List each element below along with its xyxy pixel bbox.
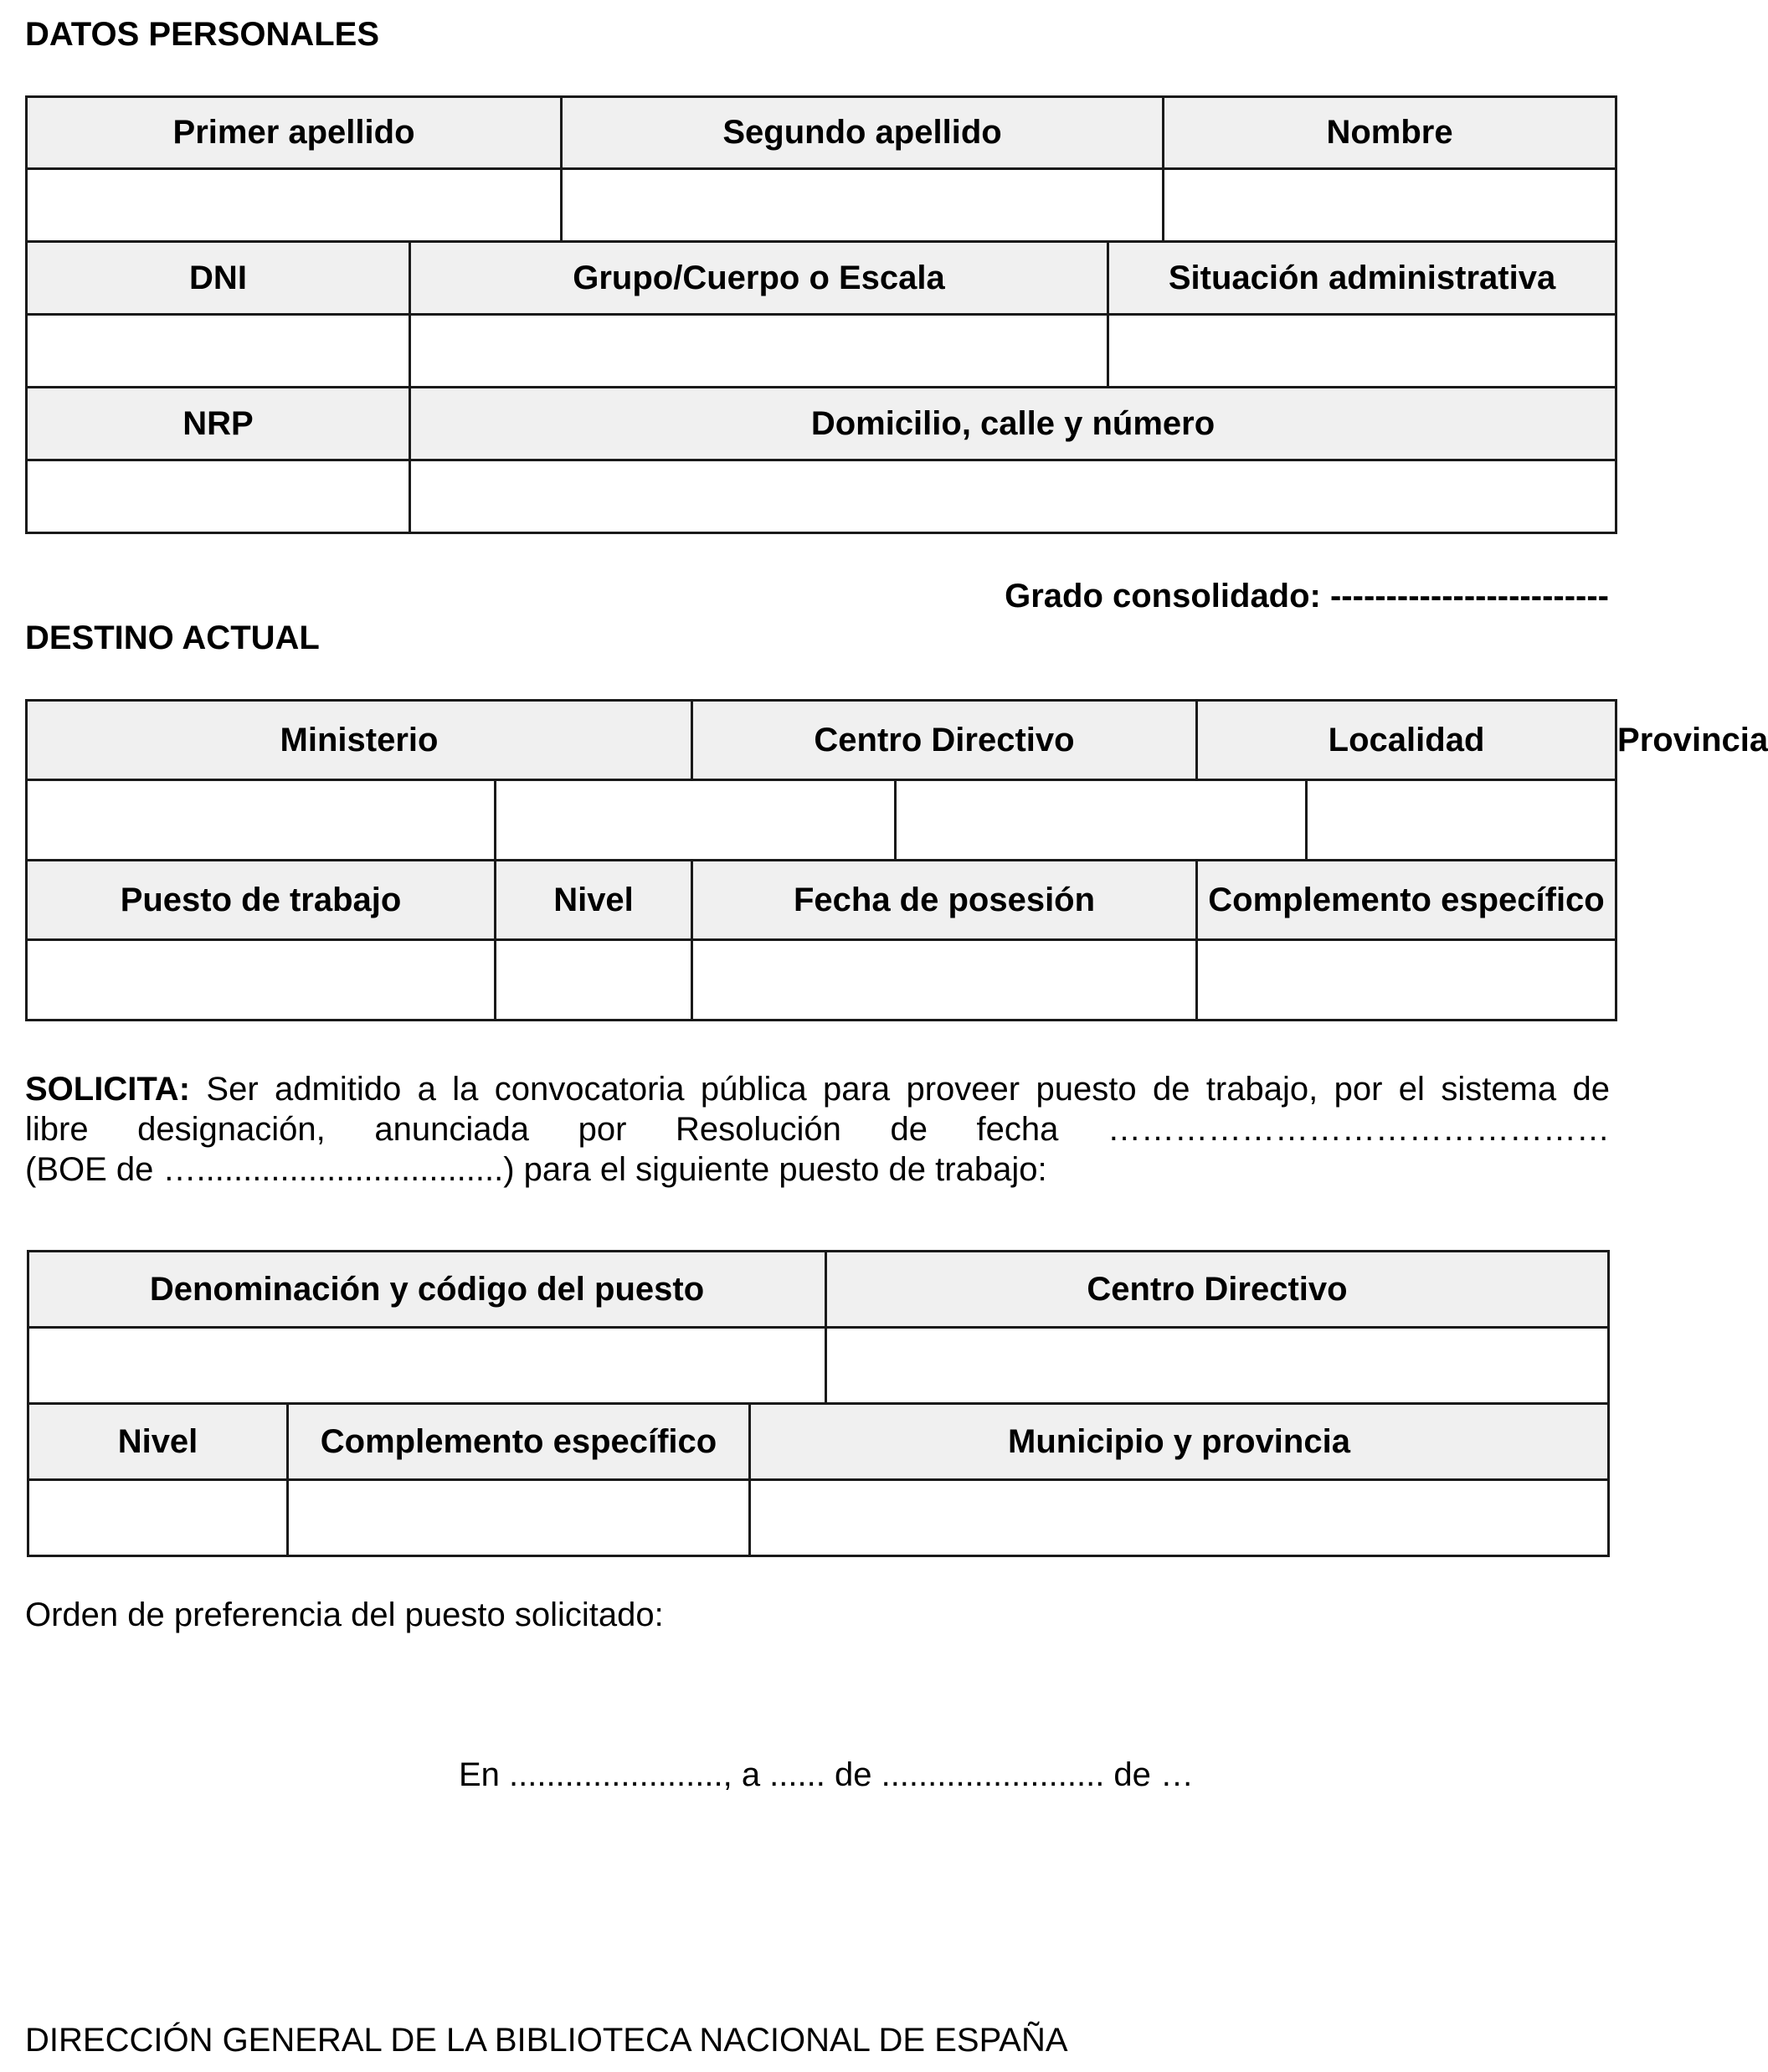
header-denominacion: Denominación y código del puesto [28, 1252, 826, 1328]
fecha-lugar-line: En ......................., a ...... de ........................ de … [458, 1756, 1195, 1793]
header-fecha-posesion: Fecha de posesión [692, 861, 1197, 940]
solicita-label: SOLICITA: [25, 1071, 191, 1108]
solicita-paragraph [25, 1069, 1610, 1190]
grado-consolidado: Grado consolidado: ------------------------- [1005, 578, 1609, 614]
field-grupo[interactable] [410, 315, 1108, 388]
header-dni: DNI [27, 242, 410, 315]
solicita-line-3: (BOE de ….................................) para el siguiente puesto de trabajo: [25, 1151, 1047, 1188]
field-centro-directivo-solicitado[interactable] [826, 1328, 1609, 1404]
header-complemento-solicitado: Complemento específico [288, 1404, 750, 1480]
field-primer-apellido[interactable] [27, 169, 562, 242]
header-domicilio: Domicilio, calle y número [410, 388, 1616, 460]
header-localidad: Localidad [1197, 701, 1616, 780]
header-ministerio: Ministerio [27, 701, 692, 780]
header-segundo-apellido: Segundo apellido [562, 97, 1164, 169]
solicita-line-2: libre designación, anunciada por Resolución de fecha ……………………………………… [25, 1111, 1610, 1148]
header-primer-apellido: Primer apellido [27, 97, 562, 169]
header-situacion: Situación administrativa [1108, 242, 1616, 315]
section-heading-personal: DATOS PERSONALES [25, 16, 380, 53]
solicita-line-1 [25, 1069, 1610, 1109]
orden-preferencia: Orden de preferencia del puesto solicitado: [25, 1596, 664, 1633]
header-centro-directivo-solicitado: Centro Directivo [826, 1252, 1609, 1328]
puesto-solicitado-table [27, 1250, 1610, 1557]
field-nrp[interactable] [27, 460, 410, 533]
section-heading-destino: DESTINO ACTUAL [25, 620, 320, 656]
header-centro-directivo: Centro Directivo [692, 701, 1197, 780]
header-puesto-trabajo: Puesto de trabajo [27, 861, 496, 940]
field-municipio[interactable] [750, 1480, 1609, 1556]
field-fecha-posesion[interactable] [692, 940, 1197, 1021]
header-complemento: Complemento específico [1197, 861, 1616, 940]
header-nivel: Nivel [496, 861, 692, 940]
field-complemento[interactable] [1197, 940, 1616, 1021]
header-grupo: Grupo/Cuerpo o Escala [410, 242, 1108, 315]
field-centro-directivo[interactable] [496, 780, 896, 861]
field-ministerio[interactable] [27, 780, 496, 861]
field-localidad[interactable] [896, 780, 1307, 861]
field-domicilio[interactable] [410, 460, 1616, 533]
solicita-text-1: Ser admitido a la convocatoria pública para proveer puesto de trabajo, por el sistema de [190, 1071, 1610, 1108]
field-nombre[interactable] [1164, 169, 1616, 242]
field-nivel-solicitado[interactable] [28, 1480, 288, 1556]
field-puesto-trabajo[interactable] [27, 940, 496, 1021]
footer-organismo: DIRECCIÓN GENERAL DE LA BIBLIOTECA NACIONAL DE ESPAÑA [25, 2022, 1068, 2059]
destino-actual-table: Ministerio Centro Directivo Localidad Provincia Puesto de trabajo Nivel Fecha de posesión Complemento específico [25, 699, 1617, 1021]
header-nivel-solicitado: Nivel [28, 1404, 288, 1480]
field-situacion[interactable] [1108, 315, 1616, 388]
field-denominacion[interactable] [28, 1328, 826, 1404]
field-provincia[interactable] [1307, 780, 1616, 861]
field-segundo-apellido[interactable] [562, 169, 1164, 242]
header-nrp: NRP [27, 388, 410, 460]
personal-data-table [25, 95, 1617, 534]
field-complemento-solicitado[interactable] [288, 1480, 750, 1556]
field-nivel[interactable] [496, 940, 692, 1021]
header-nombre: Nombre [1164, 97, 1616, 169]
header-municipio: Municipio y provincia [750, 1404, 1609, 1480]
field-dni[interactable] [27, 315, 410, 388]
